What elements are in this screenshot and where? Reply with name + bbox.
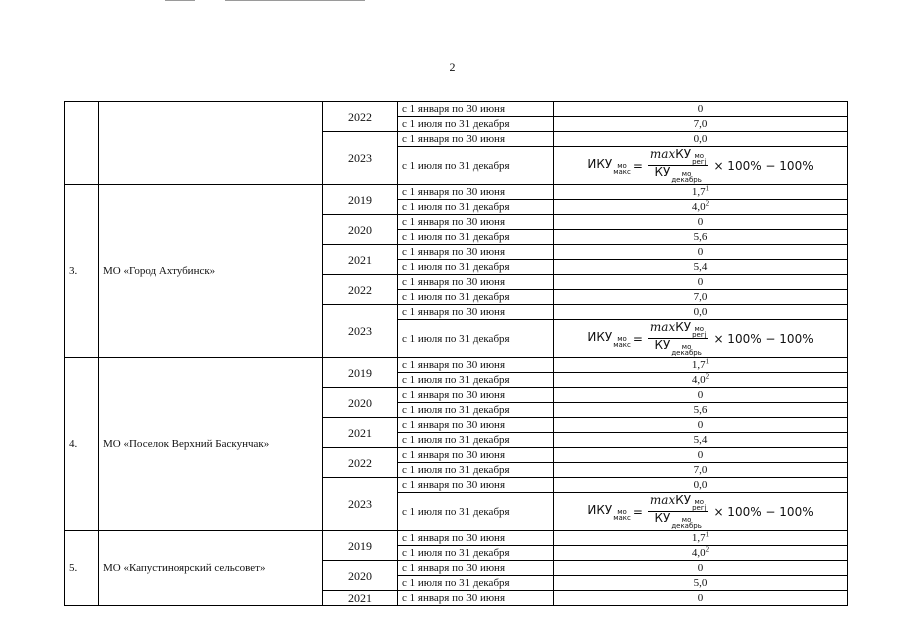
value-cell — [554, 463, 848, 478]
value-cell — [554, 418, 848, 433]
value-cell — [554, 305, 848, 320]
period-cell: с 1 января по 30 июня — [398, 245, 554, 260]
year-cell: 2019 — [323, 531, 398, 561]
period-cell: с 1 января по 30 июня — [398, 132, 554, 147]
value-text: 0 — [697, 592, 704, 604]
row-number — [65, 102, 99, 185]
period-cell: с 1 июля по 31 декабря — [398, 463, 554, 478]
value-cell — [554, 147, 848, 185]
municipality-name: МО «Поселок Верхний Баскунчак» — [99, 358, 323, 531]
formula-fraction: maxКУ мо регj КУ мо декабрь — [649, 493, 707, 530]
formula-eq: = — [632, 504, 643, 519]
formula-lhs: ИКУ мо макс — [587, 156, 631, 176]
tariff-table — [64, 101, 848, 606]
value-cell — [554, 260, 848, 275]
value-cell — [554, 290, 848, 305]
period-cell: с 1 июля по 31 декабря — [398, 546, 554, 561]
footnote-mark: 2 — [705, 372, 710, 381]
footnote-mark: 2 — [705, 545, 710, 554]
value-text: 0,0 — [693, 133, 708, 145]
value-text: 5,0 — [693, 577, 708, 589]
period-cell: с 1 января по 30 июня — [398, 185, 554, 200]
year-cell: 2023 — [323, 478, 398, 531]
value-cell — [554, 546, 848, 561]
row-number: 5. — [65, 531, 99, 606]
value-text: 0,0 — [693, 306, 708, 318]
period-cell: с 1 июля по 31 декабря — [398, 117, 554, 132]
table-body — [65, 102, 848, 606]
value-cell — [554, 576, 848, 591]
value-cell — [554, 215, 848, 230]
index-formula — [587, 494, 813, 529]
year-cell: 2019 — [323, 358, 398, 388]
value-cell — [554, 433, 848, 448]
year-cell: 2020 — [323, 215, 398, 245]
value-text: 0 — [697, 389, 704, 401]
value-cell — [554, 320, 848, 358]
period-cell: с 1 января по 30 июня — [398, 561, 554, 576]
period-cell: с 1 июля по 31 декабря — [398, 373, 554, 388]
value-cell — [554, 561, 848, 576]
value-cell — [554, 245, 848, 260]
period-cell: с 1 июля по 31 декабря — [398, 230, 554, 245]
year-cell: 2020 — [323, 388, 398, 418]
value-text: 5,6 — [693, 404, 708, 416]
period-cell: с 1 января по 30 июня — [398, 305, 554, 320]
value-cell — [554, 373, 848, 388]
formula-tail: × 100% − 100% — [713, 504, 814, 519]
value-cell — [554, 531, 848, 546]
row-number: 3. — [65, 185, 99, 358]
formula-lhs: ИКУ мо макс — [587, 502, 631, 522]
page-number: 2 — [449, 60, 456, 74]
formula-eq: = — [632, 158, 643, 173]
value-cell — [554, 230, 848, 245]
value-text: 5,4 — [693, 261, 708, 273]
period-cell: с 1 июля по 31 декабря — [398, 260, 554, 275]
formula-fraction: maxКУ мо регj КУ мо декабрь — [649, 320, 707, 357]
value-cell — [554, 185, 848, 200]
scan-mark — [165, 0, 195, 1]
year-cell: 2021 — [323, 245, 398, 275]
value-cell — [554, 493, 848, 531]
row-number: 4. — [65, 358, 99, 531]
period-cell: с 1 января по 30 июня — [398, 418, 554, 433]
year-cell: 2022 — [323, 448, 398, 478]
value-cell — [554, 275, 848, 290]
value-text: 1,7 — [691, 359, 706, 371]
footnote-mark: 1 — [705, 184, 710, 193]
formula-fraction: maxКУ мо регj КУ мо декабрь — [649, 147, 707, 184]
period-cell: с 1 января по 30 июня — [398, 275, 554, 290]
value-text: 7,0 — [693, 118, 708, 130]
period-cell: с 1 января по 30 июня — [398, 215, 554, 230]
value-text: 5,6 — [693, 231, 708, 243]
year-cell: 2023 — [323, 132, 398, 185]
footnote-mark: 1 — [705, 357, 710, 366]
value-text: 0 — [697, 216, 704, 228]
period-cell: с 1 января по 30 июня — [398, 388, 554, 403]
value-text: 0 — [697, 276, 704, 288]
footnote-mark: 2 — [705, 199, 710, 208]
value-text: 0 — [697, 562, 704, 574]
footnote-mark: 1 — [705, 530, 710, 539]
period-cell: с 1 января по 30 июня — [398, 358, 554, 373]
period-cell: с 1 июля по 31 декабря — [398, 200, 554, 215]
year-cell: 2023 — [323, 305, 398, 358]
value-cell — [554, 102, 848, 117]
value-cell — [554, 388, 848, 403]
value-text: 1,7 — [691, 186, 706, 198]
formula-lhs: ИКУ мо макс — [587, 329, 631, 349]
period-cell: с 1 января по 30 июня — [398, 478, 554, 493]
year-cell: 2021 — [323, 591, 398, 606]
table-row — [65, 358, 848, 373]
table-row — [65, 185, 848, 200]
year-cell: 2022 — [323, 275, 398, 305]
period-cell: с 1 января по 30 июня — [398, 102, 554, 117]
year-cell: 2019 — [323, 185, 398, 215]
value-text: 1,7 — [691, 532, 706, 544]
table-row — [65, 102, 848, 117]
period-cell: с 1 января по 30 июня — [398, 531, 554, 546]
value-text: 4,0 — [691, 201, 706, 213]
value-text: 0 — [697, 419, 704, 431]
value-cell — [554, 403, 848, 418]
year-cell: 2020 — [323, 561, 398, 591]
value-cell — [554, 117, 848, 132]
value-text: 5,4 — [693, 434, 708, 446]
value-text: 0 — [697, 103, 704, 115]
period-cell: с 1 января по 30 июня — [398, 591, 554, 606]
value-cell — [554, 132, 848, 147]
value-cell — [554, 358, 848, 373]
formula-tail: × 100% − 100% — [713, 331, 814, 346]
period-cell: с 1 июля по 31 декабря — [398, 493, 554, 531]
period-cell: с 1 июля по 31 декабря — [398, 147, 554, 185]
index-formula — [587, 148, 813, 183]
municipality-name: МО «Город Ахтубинск» — [99, 185, 323, 358]
year-cell: 2021 — [323, 418, 398, 448]
table-row — [65, 531, 848, 546]
period-cell: с 1 июля по 31 декабря — [398, 433, 554, 448]
formula-tail: × 100% − 100% — [713, 158, 814, 173]
municipality-name — [99, 102, 323, 185]
period-cell: с 1 июля по 31 декабря — [398, 576, 554, 591]
index-formula — [587, 321, 813, 356]
period-cell: с 1 июля по 31 декабря — [398, 320, 554, 358]
value-cell — [554, 448, 848, 463]
value-text: 4,0 — [691, 547, 706, 559]
value-cell — [554, 478, 848, 493]
year-cell: 2022 — [323, 102, 398, 132]
period-cell: с 1 июля по 31 декабря — [398, 403, 554, 418]
period-cell: с 1 января по 30 июня — [398, 448, 554, 463]
value-text: 7,0 — [693, 464, 708, 476]
value-cell — [554, 591, 848, 606]
value-text: 0,0 — [693, 479, 708, 491]
value-text: 0 — [697, 246, 704, 258]
municipality-name: МО «Капустиноярский сельсовет» — [99, 531, 323, 606]
period-cell: с 1 июля по 31 декабря — [398, 290, 554, 305]
value-cell — [554, 200, 848, 215]
value-text: 0 — [697, 449, 704, 461]
value-text: 7,0 — [693, 291, 708, 303]
scan-mark — [225, 0, 365, 1]
value-text: 4,0 — [691, 374, 706, 386]
formula-eq: = — [632, 331, 643, 346]
